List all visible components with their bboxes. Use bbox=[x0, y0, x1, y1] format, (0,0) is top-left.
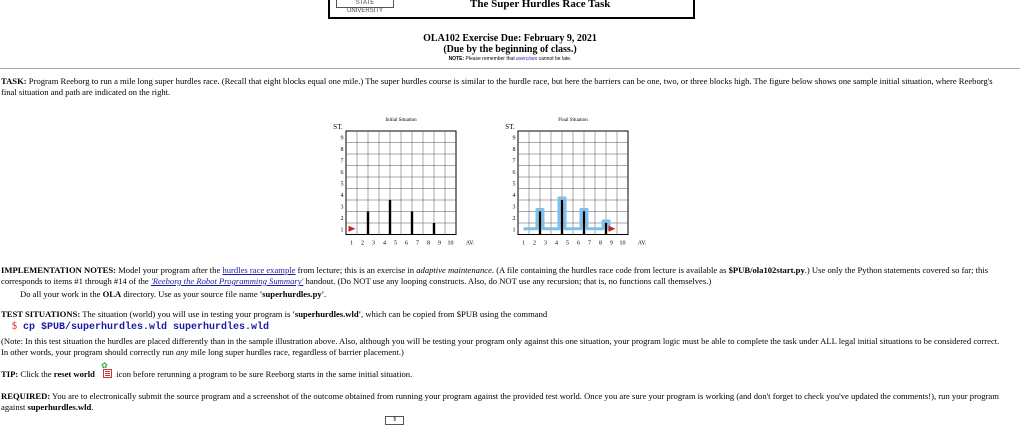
superhurdles-world-text: superhurdles.wld bbox=[27, 402, 92, 412]
note-text-post: cannot be late. bbox=[538, 56, 572, 62]
shell-prompt: $ bbox=[12, 321, 17, 332]
avenue-tick-label: 9 bbox=[610, 240, 613, 247]
street-tick-label: 4 bbox=[340, 193, 344, 199]
initial-situation-panel bbox=[333, 118, 475, 247]
street-tick-label: 1 bbox=[340, 227, 344, 234]
reset-world-icon[interactable]: ✿ bbox=[103, 369, 112, 378]
street-tick-label: 3 bbox=[340, 204, 344, 211]
impl-text-2: from lecture; this is an exercise in bbox=[297, 265, 415, 275]
avenue-tick-label: 7 bbox=[588, 240, 591, 247]
street-tick-label: 1 bbox=[512, 227, 516, 234]
avenue-tick-label: 1 bbox=[350, 240, 353, 247]
page-title: The Super Hurdles Race Task bbox=[470, 0, 611, 10]
avenue-tick-label: 10 bbox=[447, 240, 454, 247]
avenue-tick-label: 2 bbox=[533, 240, 536, 247]
street-tick-label: 5 bbox=[512, 181, 516, 188]
impl-text-5: .) Use only the Python statements covered so far; this corresponds to items #1 through #14 of the bbox=[1, 265, 989, 286]
street-tick-label: 4 bbox=[512, 193, 516, 199]
late-note bbox=[0, 56, 1020, 62]
due-date: OLA102 Exercise Due: February 9, 2021 bbox=[423, 33, 597, 44]
ola-directory: OLA bbox=[102, 289, 122, 299]
test-text-any: any bbox=[175, 347, 189, 357]
copy-command[interactable]: cp $PUB/superhurdles.wld superhurdles.wld bbox=[23, 322, 270, 333]
avenue-tick-label: 8 bbox=[427, 240, 430, 247]
tip-text-2: icon before rerunning a program to be sure Reeborg starts in the same initial situation. bbox=[116, 369, 413, 379]
test-situations bbox=[1, 309, 1001, 320]
avenue-tick-label: 2 bbox=[361, 240, 364, 247]
avenue-tick-label: 4 bbox=[383, 240, 386, 247]
test-text-2: , which can be copied from $PUB using the command bbox=[361, 309, 548, 319]
required-text-1: You are to electronically submit the source program and a screenshot of the outcome obtained from running your program against the provided test world. Once you are sure your program is working (and don't forget to check you've updated the comments!), run your program against bbox=[1, 391, 999, 412]
source-file-name: 'superhurdles.py' bbox=[259, 289, 325, 299]
avenue-tick-label: 6 bbox=[405, 240, 408, 247]
copy-command-line bbox=[12, 321, 1012, 333]
task-label: TASK: bbox=[1, 76, 27, 86]
header-banner bbox=[328, 0, 695, 19]
note-text-pre: Please remember that bbox=[465, 56, 515, 62]
implementation-label: IMPLEMENTATION NOTES: bbox=[1, 265, 116, 275]
impl-text-6: handout. (Do NOT use any looping constructs. Also, do NOT use any recursion; that is, no functions call themselves.) bbox=[305, 276, 712, 286]
avenue-tick-label: 4 bbox=[555, 240, 558, 247]
street-tick-label: 8 bbox=[512, 147, 516, 153]
reeborg-summary-link[interactable]: 'Reeborg the Robot Programming Summary' bbox=[150, 276, 304, 286]
street-tick-label: 9 bbox=[512, 135, 516, 142]
avenue-tick-label: 5 bbox=[566, 240, 569, 247]
avenue-axis-label: AV. bbox=[637, 240, 647, 247]
street-tick-label: 6 bbox=[340, 170, 344, 176]
avenue-tick-label: 6 bbox=[577, 240, 580, 247]
reset-world-text: reset world bbox=[53, 369, 95, 379]
implementation-directory bbox=[20, 289, 980, 300]
final-situation-title: Final Situation bbox=[558, 118, 588, 123]
street-tick-label: 7 bbox=[512, 158, 516, 165]
university-logo: STATE UNIVERSITY bbox=[336, 0, 394, 8]
avenue-tick-label: 5 bbox=[394, 240, 397, 247]
avenue-axis-label: AV. bbox=[465, 240, 475, 247]
test-text-3: (Note: In this test situation the hurdles are placed differently than in the sample illustration above. Also, although you will be testing your program only against this one situation, your program logic must be able to complete the task under ALL legal initial situations to be considered correct. In other words, your program should correctly run bbox=[1, 336, 1000, 357]
street-tick-label: 6 bbox=[512, 170, 516, 176]
street-tick-label: 3 bbox=[512, 204, 516, 211]
avenue-tick-label: 1 bbox=[522, 240, 525, 247]
exercises-link[interactable]: exercises bbox=[516, 56, 538, 62]
test-note bbox=[1, 336, 1001, 358]
final-situation-panel bbox=[505, 118, 647, 247]
avenue-tick-label: 8 bbox=[599, 240, 602, 247]
avenue-tick-label: 3 bbox=[544, 240, 547, 247]
street-tick-label: 2 bbox=[340, 216, 344, 222]
test-text-5: mile long super hurdles race, regardless of barrier placement.) bbox=[190, 347, 404, 357]
street-tick-label: 2 bbox=[512, 216, 516, 222]
street-tick-label: 7 bbox=[340, 158, 344, 165]
impl-text-1: Model your program after the bbox=[118, 265, 221, 275]
required-label: REQUIRED: bbox=[1, 391, 51, 401]
tip-paragraph bbox=[1, 361, 1001, 380]
divider bbox=[0, 68, 1020, 69]
tip-text-1: Click the bbox=[20, 369, 52, 379]
avenue-tick-label: 9 bbox=[438, 240, 441, 247]
due-subline: (Due by the beginning of class.) bbox=[443, 44, 577, 55]
start-file-name: $PUB/ola102start.py bbox=[728, 265, 805, 275]
impl-text-7: Do all your work in the bbox=[20, 289, 101, 299]
street-tick-label: 5 bbox=[340, 181, 344, 188]
street-axis-label: ST. bbox=[333, 123, 343, 131]
impl-text-9: . bbox=[324, 289, 327, 299]
adaptive-maintenance-text: adaptive maintenance bbox=[416, 265, 492, 275]
avenue-tick-label: 3 bbox=[372, 240, 375, 247]
hurdles-figure bbox=[300, 112, 700, 254]
avenue-tick-label: 7 bbox=[416, 240, 419, 247]
task-text: Program Reeborg to run a mile long super hurdles race. (Recall that eight blocks equal one mile.) The super hurdles course is similar to the hurdle race, but here the barriers can be one, two, or three blocks high. The figure below shows one sample initial situation, where Reeborg's final situation and path are indicated on the right. bbox=[1, 76, 993, 97]
implementation-notes bbox=[1, 265, 1001, 287]
avenue-tick-label: 10 bbox=[619, 240, 626, 247]
test-text-1: The situation (world) you will use in testing your program is bbox=[82, 309, 291, 319]
hurdles-example-link[interactable]: hurdles race example bbox=[222, 265, 296, 275]
task-paragraph bbox=[1, 76, 1001, 98]
impl-text-8: directory. Use as your source file name bbox=[123, 289, 258, 299]
test-label: TEST SITUATIONS: bbox=[1, 309, 81, 319]
street-axis-label: ST. bbox=[505, 123, 515, 131]
back-to-top-icon[interactable]: ⇑ bbox=[385, 416, 404, 425]
initial-situation-title: Initial Situation bbox=[385, 118, 417, 123]
street-tick-label: 8 bbox=[340, 147, 344, 153]
required-paragraph bbox=[1, 391, 1001, 413]
world-file-name: 'superhurdles.wld' bbox=[292, 309, 362, 319]
required-text-2: . bbox=[91, 402, 94, 412]
note-label: NOTE: bbox=[448, 56, 465, 62]
street-tick-label: 9 bbox=[340, 135, 344, 142]
tip-label: TIP: bbox=[1, 369, 19, 379]
impl-text-4: . (A file containing the hurdles race code from lecture is available as bbox=[491, 265, 727, 275]
